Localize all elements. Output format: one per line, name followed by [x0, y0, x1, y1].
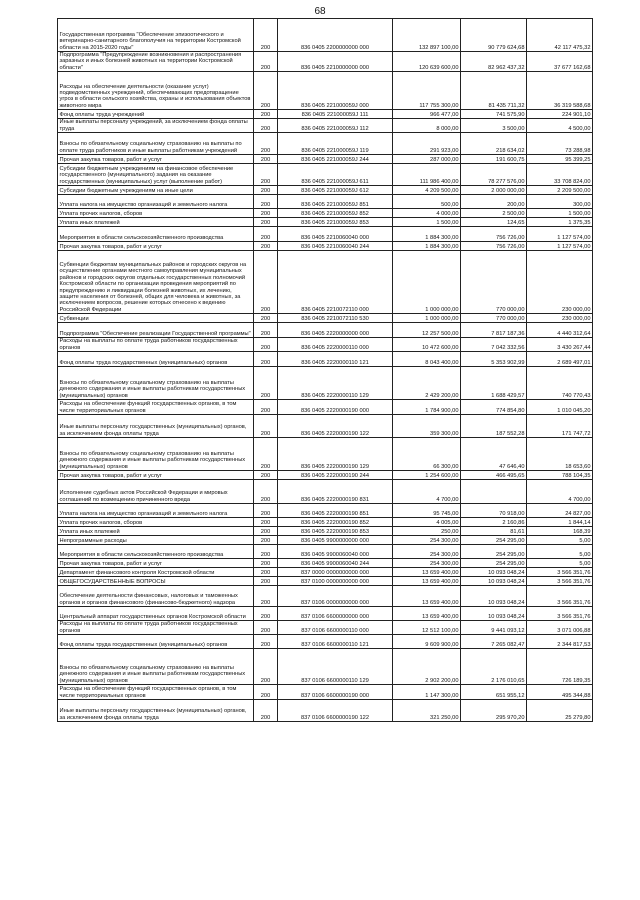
- row-executed-amount: 651 955,12: [461, 685, 527, 700]
- row-budget-code: 836 0405 221000059J 851: [278, 195, 393, 209]
- budget-execution-table: [57, 18, 593, 722]
- row-approved-amount: 4 000,00: [393, 209, 461, 218]
- table-row: [58, 195, 593, 209]
- row-name: Иные выплаты персоналу учреждений, за исключением фонда оплаты труда: [58, 119, 254, 133]
- row-unexecuted-amount: 230 000,00: [527, 251, 593, 314]
- row-name: Уплата прочих налогов, сборов: [58, 518, 254, 527]
- row-unexecuted-amount: 1 127 574,00: [527, 242, 593, 251]
- row-code: 200: [254, 586, 278, 607]
- row-unexecuted-amount: 224 901,10: [527, 110, 593, 119]
- row-budget-code: 836 0405 221000059J 112: [278, 119, 393, 133]
- row-executed-amount: 741 575,90: [461, 110, 527, 119]
- row-name: Расходы на обеспечение функций государственных органов, в том числе территориальных органов: [58, 400, 254, 415]
- row-executed-amount: 7 817 187,36: [461, 323, 527, 338]
- row-executed-amount: 200,00: [461, 195, 527, 209]
- row-executed-amount: 254 295,00: [461, 536, 527, 545]
- row-unexecuted-amount: 5,00: [527, 545, 593, 559]
- row-executed-amount: 10 093 048,24: [461, 577, 527, 586]
- row-unexecuted-amount: 2 344 817,53: [527, 635, 593, 649]
- table-row: [58, 568, 593, 577]
- row-code: 200: [254, 504, 278, 518]
- row-code: 200: [254, 577, 278, 586]
- row-approved-amount: 1 884 300,00: [393, 227, 461, 242]
- row-budget-code: 836 0405 2200000000 000: [278, 19, 393, 52]
- row-approved-amount: 117 755 300,00: [393, 72, 461, 110]
- row-unexecuted-amount: 1 375,35: [527, 218, 593, 227]
- row-approved-amount: 287 000,00: [393, 155, 461, 164]
- row-unexecuted-amount: 171 747,72: [527, 415, 593, 438]
- row-budget-code: 837 0100 0000000000 000: [278, 577, 393, 586]
- row-budget-code: 836 0405 2220000000 000: [278, 323, 393, 338]
- table-row: [58, 649, 593, 685]
- row-budget-code: 837 0106 6600000110 121: [278, 635, 393, 649]
- row-code: 200: [254, 352, 278, 367]
- row-unexecuted-amount: 2 209 500,00: [527, 186, 593, 195]
- row-approved-amount: 4 700,00: [393, 480, 461, 504]
- row-name: Подпрограмма "Предупреждение возникновения и распространения заразных и иных болезней животных на территории Костромской области": [58, 52, 254, 72]
- row-unexecuted-amount: 1 844,14: [527, 518, 593, 527]
- row-approved-amount: 8 000,00: [393, 119, 461, 133]
- row-approved-amount: 132 897 100,00: [393, 19, 461, 52]
- row-name: Субсидии бюджетным учреждениям на финансовое обеспечение государственного (муниципального) задания на оказание государственных (муниципальных) услуг (выполнение работ): [58, 164, 254, 186]
- row-unexecuted-amount: 3 566 351,76: [527, 586, 593, 607]
- row-code: 200: [254, 133, 278, 155]
- row-approved-amount: 95 745,00: [393, 504, 461, 518]
- table-row: [58, 72, 593, 110]
- table-row: [58, 480, 593, 504]
- row-approved-amount: 13 659 400,00: [393, 607, 461, 621]
- row-approved-amount: 500,00: [393, 195, 461, 209]
- row-code: 200: [254, 367, 278, 400]
- row-name: Непрограммные расходы: [58, 536, 254, 545]
- row-unexecuted-amount: 300,00: [527, 195, 593, 209]
- row-budget-code: 836 0405 2210072110 530: [278, 314, 393, 323]
- row-unexecuted-amount: 95 399,25: [527, 155, 593, 164]
- row-executed-amount: 218 634,02: [461, 133, 527, 155]
- row-executed-amount: 254 295,00: [461, 545, 527, 559]
- row-approved-amount: 1 254 600,00: [393, 471, 461, 480]
- row-unexecuted-amount: 5,00: [527, 536, 593, 545]
- row-budget-code: 836 0405 2220000190 852: [278, 518, 393, 527]
- row-name: Фонд оплаты труда государственных (муниципальных) органов: [58, 635, 254, 649]
- row-budget-code: 837 0106 6600000110 129: [278, 649, 393, 685]
- row-unexecuted-amount: 36 319 588,68: [527, 72, 593, 110]
- row-budget-code: 836 0405 221000059J 119: [278, 133, 393, 155]
- row-approved-amount: 4 209 500,00: [393, 186, 461, 195]
- row-code: 200: [254, 195, 278, 209]
- row-budget-code: 837 0106 6600000190 000: [278, 685, 393, 700]
- table-row: [58, 133, 593, 155]
- row-executed-amount: 81,61: [461, 527, 527, 536]
- row-name: Субвенции: [58, 314, 254, 323]
- row-budget-code: 836 0405 2210060040 000: [278, 227, 393, 242]
- row-executed-amount: 2 500,00: [461, 209, 527, 218]
- row-executed-amount: 5 353 902,99: [461, 352, 527, 367]
- row-executed-amount: 7 265 082,47: [461, 635, 527, 649]
- row-unexecuted-amount: 42 117 475,32: [527, 19, 593, 52]
- row-code: 200: [254, 635, 278, 649]
- row-unexecuted-amount: 495 344,88: [527, 685, 593, 700]
- row-budget-code: 836 0405 2220000110 121: [278, 352, 393, 367]
- row-approved-amount: 1 147 300,00: [393, 685, 461, 700]
- row-name: Расходы на выплаты по оплате труда работников государственных органов: [58, 621, 254, 635]
- row-code: 200: [254, 314, 278, 323]
- row-approved-amount: 1 500,00: [393, 218, 461, 227]
- row-budget-code: 836 0405 221000059J 853: [278, 218, 393, 227]
- row-code: 200: [254, 323, 278, 338]
- row-approved-amount: 12 512 100,00: [393, 621, 461, 635]
- row-budget-code: 836 0405 2220000110 129: [278, 367, 393, 400]
- row-code: 200: [254, 536, 278, 545]
- row-approved-amount: 966 477,00: [393, 110, 461, 119]
- row-executed-amount: 254 295,00: [461, 559, 527, 568]
- row-executed-amount: [461, 480, 527, 504]
- row-name: Фонд оплаты труда государственных (муниципальных) органов: [58, 352, 254, 367]
- row-name: Субсидии бюджетным учреждениям на иные цели: [58, 186, 254, 195]
- row-code: 200: [254, 545, 278, 559]
- row-code: 200: [254, 621, 278, 635]
- row-unexecuted-amount: 33 708 824,00: [527, 164, 593, 186]
- row-code: 200: [254, 110, 278, 119]
- row-approved-amount: 13 659 400,00: [393, 568, 461, 577]
- table-row: [58, 700, 593, 722]
- row-executed-amount: 78 277 576,00: [461, 164, 527, 186]
- row-code: 200: [254, 251, 278, 314]
- row-code: 200: [254, 155, 278, 164]
- row-executed-amount: 10 093 048,24: [461, 568, 527, 577]
- row-unexecuted-amount: 3 430 267,44: [527, 338, 593, 352]
- row-budget-code: 836 0405 2220000190 853: [278, 527, 393, 536]
- row-approved-amount: 359 300,00: [393, 415, 461, 438]
- table-row: [58, 438, 593, 471]
- row-code: 200: [254, 415, 278, 438]
- row-unexecuted-amount: 4 440 312,64: [527, 323, 593, 338]
- row-approved-amount: 10 472 600,00: [393, 338, 461, 352]
- row-name: Подпрограмма "Обеспечение реализации Государственной программы": [58, 323, 254, 338]
- row-budget-code: 836 0405 221000059J 111: [278, 110, 393, 119]
- row-approved-amount: 13 659 400,00: [393, 586, 461, 607]
- row-unexecuted-amount: 168,39: [527, 527, 593, 536]
- row-approved-amount: 250,00: [393, 527, 461, 536]
- table-row: [58, 577, 593, 586]
- row-approved-amount: 254 300,00: [393, 536, 461, 545]
- row-unexecuted-amount: 1 127 574,00: [527, 227, 593, 242]
- row-executed-amount: 10 093 048,24: [461, 607, 527, 621]
- row-approved-amount: 9 609 900,00: [393, 635, 461, 649]
- row-name: Прочая закупка товаров, работ и услуг: [58, 471, 254, 480]
- row-approved-amount: 254 300,00: [393, 545, 461, 559]
- row-name: Уплата иных платежей: [58, 218, 254, 227]
- table-row: [58, 415, 593, 438]
- table-row: [58, 471, 593, 480]
- row-code: 200: [254, 685, 278, 700]
- row-code: 200: [254, 480, 278, 504]
- table-row: [58, 119, 593, 133]
- row-name: Уплата иных платежей: [58, 527, 254, 536]
- row-name: Обеспечение деятельности финансовых, налоговых и таможенных органов и органов финансового (финансово-бюджетного) надзора: [58, 586, 254, 607]
- row-budget-code: 837 0106 6600000110 000: [278, 621, 393, 635]
- row-unexecuted-amount: 3 566 351,76: [527, 568, 593, 577]
- row-unexecuted-amount: 740 770,43: [527, 367, 593, 400]
- row-executed-amount: 756 726,00: [461, 242, 527, 251]
- row-approved-amount: 4 005,00: [393, 518, 461, 527]
- table-row: [58, 559, 593, 568]
- row-executed-amount: 466 495,65: [461, 471, 527, 480]
- row-executed-amount: 1 688 429,57: [461, 367, 527, 400]
- row-name: Прочая закупка товаров, работ и услуг: [58, 559, 254, 568]
- row-unexecuted-amount: 25 279,80: [527, 700, 593, 722]
- row-budget-code: 836 0405 9900000000 000: [278, 536, 393, 545]
- row-executed-amount: 2 000 000,00: [461, 186, 527, 195]
- table-row: [58, 635, 593, 649]
- row-approved-amount: 1 000 000,00: [393, 314, 461, 323]
- row-executed-amount: 7 042 332,56: [461, 338, 527, 352]
- row-code: 200: [254, 186, 278, 195]
- page-number: 68: [314, 6, 326, 17]
- row-budget-code: 837 0106 6600000000 000: [278, 607, 393, 621]
- row-budget-code: 836 0405 9900060040 000: [278, 545, 393, 559]
- row-unexecuted-amount: 73 288,98: [527, 133, 593, 155]
- row-budget-code: 836 0405 221000059J 612: [278, 186, 393, 195]
- table-body: [58, 19, 593, 722]
- row-executed-amount: 70 918,00: [461, 504, 527, 518]
- row-code: 200: [254, 52, 278, 72]
- row-budget-code: 836 0405 221000059J 852: [278, 209, 393, 218]
- row-name: Прочая закупка товаров, работ и услуг: [58, 155, 254, 164]
- table-row: [58, 367, 593, 400]
- row-unexecuted-amount: 3 071 006,88: [527, 621, 593, 635]
- table-row: [58, 621, 593, 635]
- row-budget-code: 836 0405 221000059J 611: [278, 164, 393, 186]
- table-row: [58, 607, 593, 621]
- row-name: Иные выплаты персоналу государственных (муниципальных) органов, за исключением фонда оплаты труда: [58, 700, 254, 722]
- row-executed-amount: 3 500,00: [461, 119, 527, 133]
- row-approved-amount: 12 257 500,00: [393, 323, 461, 338]
- row-approved-amount: 66 300,00: [393, 438, 461, 471]
- table-row: [58, 323, 593, 338]
- table-row: [58, 527, 593, 536]
- row-unexecuted-amount: 4 500,00: [527, 119, 593, 133]
- row-code: 200: [254, 242, 278, 251]
- row-unexecuted-amount: 1 010 045,20: [527, 400, 593, 415]
- table-row: [58, 314, 593, 323]
- row-approved-amount: 1 000 000,00: [393, 251, 461, 314]
- table-row: [58, 586, 593, 607]
- row-unexecuted-amount: 24 827,00: [527, 504, 593, 518]
- row-budget-code: 836 0405 2210072110 000: [278, 251, 393, 314]
- row-approved-amount: 2 429 200,00: [393, 367, 461, 400]
- row-code: 200: [254, 338, 278, 352]
- row-name: Мероприятия в области сельскохозяйственного производства: [58, 545, 254, 559]
- row-name: Центральный аппарат государственных органов Костромской области: [58, 607, 254, 621]
- row-unexecuted-amount: 37 677 162,68: [527, 52, 593, 72]
- row-budget-code: 836 0405 2220000190 122: [278, 415, 393, 438]
- row-unexecuted-amount: 3 566 351,76: [527, 607, 593, 621]
- row-executed-amount: 756 726,00: [461, 227, 527, 242]
- table-row: [58, 52, 593, 72]
- row-name: Мероприятия в области сельскохозяйственного производства: [58, 227, 254, 242]
- row-name: Департамент финансового контроля Костромской области: [58, 568, 254, 577]
- row-unexecuted-amount: 5,00: [527, 559, 593, 568]
- table-row: [58, 227, 593, 242]
- row-code: 200: [254, 164, 278, 186]
- row-budget-code: 836 0405 2220000190 851: [278, 504, 393, 518]
- row-name: Взносы по обязательному социальному страхованию на выплаты денежного содержания и иные выплаты работникам государственных (муниципальных) органов: [58, 649, 254, 685]
- row-name: Взносы по обязательному социальному страхованию на выплаты денежного содержания и иные выплаты работникам государственных (муниципальных) органов: [58, 367, 254, 400]
- row-name: Фонд оплаты труда учреждений: [58, 110, 254, 119]
- row-approved-amount: 2 902 200,00: [393, 649, 461, 685]
- row-code: 200: [254, 568, 278, 577]
- row-approved-amount: 1 884 300,00: [393, 242, 461, 251]
- table-row: [58, 209, 593, 218]
- row-budget-code: 837 0106 6600000190 122: [278, 700, 393, 722]
- row-executed-amount: 2 176 010,65: [461, 649, 527, 685]
- row-executed-amount: 295 970,20: [461, 700, 527, 722]
- row-budget-code: 837 0106 0000000000 000: [278, 586, 393, 607]
- row-executed-amount: 47 646,40: [461, 438, 527, 471]
- row-budget-code: 836 0405 2220000190 129: [278, 438, 393, 471]
- row-approved-amount: 13 659 400,00: [393, 577, 461, 586]
- row-unexecuted-amount: 18 653,60: [527, 438, 593, 471]
- row-unexecuted-amount: 3 566 351,76: [527, 577, 593, 586]
- row-code: 200: [254, 700, 278, 722]
- row-code: 200: [254, 72, 278, 110]
- row-name: Уплата налога на имущество организаций и земельного налога: [58, 504, 254, 518]
- table-row: [58, 155, 593, 164]
- row-executed-amount: 81 435 711,32: [461, 72, 527, 110]
- row-approved-amount: 1 784 900,00: [393, 400, 461, 415]
- row-approved-amount: 321 250,00: [393, 700, 461, 722]
- row-code: 200: [254, 607, 278, 621]
- row-name: Взносы по обязательному социальному страхованию на выплаты денежного содержания и иные выплаты работникам государственных (муниципальных) органов: [58, 438, 254, 471]
- row-approved-amount: 8 043 400,00: [393, 352, 461, 367]
- row-name: Уплата прочих налогов, сборов: [58, 209, 254, 218]
- row-budget-code: 836 0405 2220000110 000: [278, 338, 393, 352]
- row-name: Уплата налога на имущество организаций и земельного налога: [58, 195, 254, 209]
- row-budget-code: 836 0405 221000059J 244: [278, 155, 393, 164]
- row-code: 200: [254, 518, 278, 527]
- row-code: 200: [254, 649, 278, 685]
- row-approved-amount: 111 986 400,00: [393, 164, 461, 186]
- row-executed-amount: 187 552,28: [461, 415, 527, 438]
- table-row: [58, 110, 593, 119]
- table-row: [58, 352, 593, 367]
- row-executed-amount: 82 962 437,32: [461, 52, 527, 72]
- row-code: 200: [254, 19, 278, 52]
- row-executed-amount: 191 600,75: [461, 155, 527, 164]
- table-row: [58, 218, 593, 227]
- row-name: Государственная программа "Обеспечение эпизоотического и ветеринарно-санитарного благополучия на территории Костромской области на 2015-2020 годы": [58, 19, 254, 52]
- table-row: [58, 504, 593, 518]
- row-name: Расходы на обеспечение функций государственных органов, в том числе территориальных органов: [58, 685, 254, 700]
- table-row: [58, 545, 593, 559]
- row-executed-amount: 770 000,00: [461, 251, 527, 314]
- row-executed-amount: 10 093 048,24: [461, 586, 527, 607]
- table-row: [58, 164, 593, 186]
- row-name: Расходы на обеспечение деятельности (оказание услуг) подведомственных учреждений, обеспечивающих предотвращение угроз в области сельского хозяйства, охраны и использования объектов животного мира: [58, 72, 254, 110]
- table-row: [58, 685, 593, 700]
- row-code: 200: [254, 227, 278, 242]
- row-executed-amount: 124,65: [461, 218, 527, 227]
- table-row: [58, 251, 593, 314]
- table-row: [58, 19, 593, 52]
- row-unexecuted-amount: 2 689 497,01: [527, 352, 593, 367]
- row-name: Иные выплаты персоналу государственных (муниципальных) органов, за исключением фонда оплаты труда: [58, 415, 254, 438]
- table-row: [58, 186, 593, 195]
- row-unexecuted-amount: 4 700,00: [527, 480, 593, 504]
- row-approved-amount: 254 300,00: [393, 559, 461, 568]
- row-name: Взносы по обязательному социальному страхованию на выплаты по оплате труда работников и иные выплаты работникам учреждений: [58, 133, 254, 155]
- row-name: ОБЩЕГОСУДАРСТВЕННЫЕ ВОПРОСЫ: [58, 577, 254, 586]
- row-name: Субвенции бюджетам муниципальных районов и городских округов на осуществление органами местного самоуправления муниципальных районов и городских округов отдельных государственных полномочий Костромской области по организации проведения мероприятий по предупреждению и ликвидации болезней животных, их лечению, защите населения от болезней, общих для человека и животных, за исключением вопросов, решение которых отнесено к ведению Российской Федерации: [58, 251, 254, 314]
- row-name: Исполнение судебных актов Российской Федерации и мировых соглашений по возмещению причиненного вреда: [58, 480, 254, 504]
- row-code: 200: [254, 471, 278, 480]
- table-row: [58, 518, 593, 527]
- row-code: 200: [254, 438, 278, 471]
- row-executed-amount: 2 160,86: [461, 518, 527, 527]
- table-row: [58, 400, 593, 415]
- row-name: Расходы на выплаты по оплате труда работников государственных органов: [58, 338, 254, 352]
- table-row: [58, 338, 593, 352]
- row-code: 200: [254, 559, 278, 568]
- row-code: 200: [254, 218, 278, 227]
- table-row: [58, 242, 593, 251]
- row-executed-amount: 774 854,80: [461, 400, 527, 415]
- row-code: 200: [254, 209, 278, 218]
- row-approved-amount: 120 639 600,00: [393, 52, 461, 72]
- row-approved-amount: 291 923,00: [393, 133, 461, 155]
- table-row: [58, 536, 593, 545]
- row-budget-code: 836 0405 2220000190 000: [278, 400, 393, 415]
- row-executed-amount: 90 779 624,68: [461, 19, 527, 52]
- row-budget-code: 836 0405 2210060040 244: [278, 242, 393, 251]
- row-code: 200: [254, 400, 278, 415]
- row-name: Прочая закупка товаров, работ и услуг: [58, 242, 254, 251]
- row-unexecuted-amount: 726 189,35: [527, 649, 593, 685]
- row-code: 200: [254, 119, 278, 133]
- row-budget-code: 837 0000 0000000000 000: [278, 568, 393, 577]
- row-unexecuted-amount: 788 104,35: [527, 471, 593, 480]
- row-budget-code: 836 0405 9900060040 244: [278, 559, 393, 568]
- row-unexecuted-amount: 230 000,00: [527, 314, 593, 323]
- row-executed-amount: 770 000,00: [461, 314, 527, 323]
- row-budget-code: 836 0405 2220000190 831: [278, 480, 393, 504]
- row-executed-amount: 9 441 093,12: [461, 621, 527, 635]
- row-budget-code: 836 0405 221000059J 000: [278, 72, 393, 110]
- row-unexecuted-amount: 1 500,00: [527, 209, 593, 218]
- row-budget-code: 836 0405 2210000000 000: [278, 52, 393, 72]
- row-code: 200: [254, 527, 278, 536]
- row-budget-code: 836 0405 2220000190 244: [278, 471, 393, 480]
